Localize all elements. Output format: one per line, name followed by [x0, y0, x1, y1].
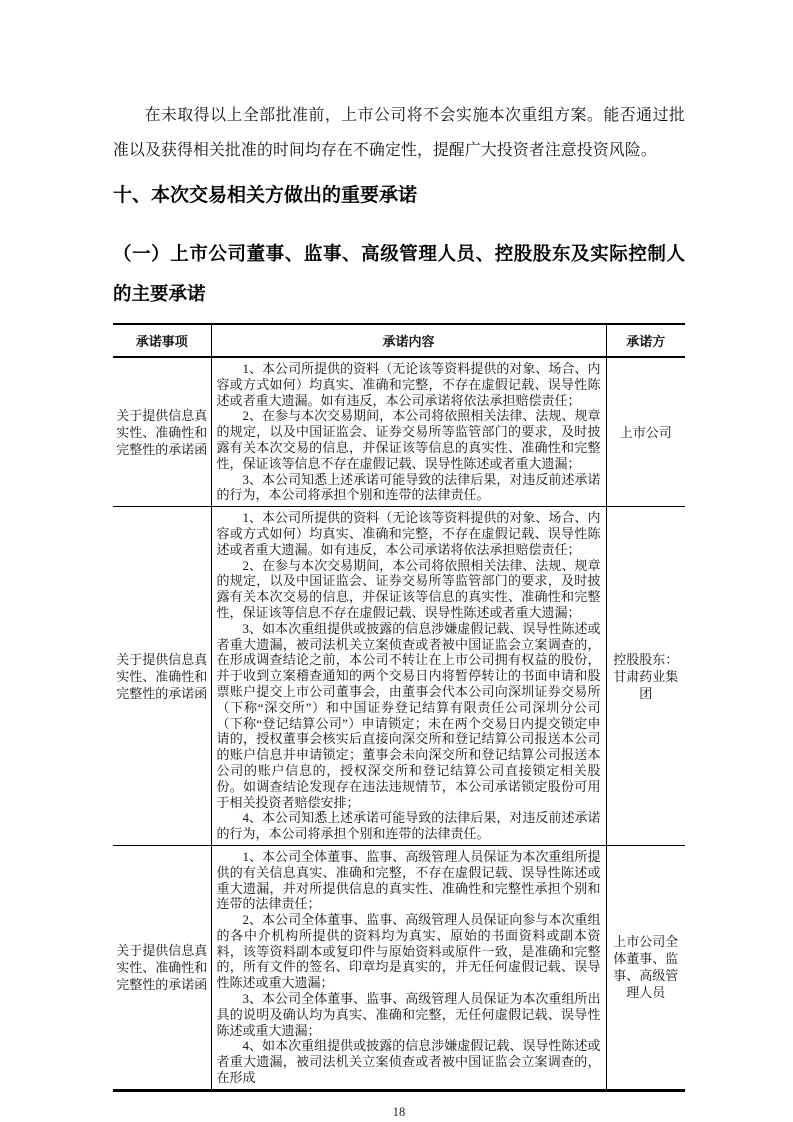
page-number: 18 — [392, 1104, 406, 1119]
table-body — [113, 357, 685, 1090]
commitment-party-cell: 控股股东：甘肃药业集团 — [606, 507, 685, 846]
commitment-paragraph: 3、如本次重组提供或披露的信息涉嫌虚假记载、误导性陈述或者重大遗漏，被司法机关立案侦查或者被中国证监会立案调查的，在形成调查结论之前，本公司不转让在上市公司拥有权益的股份，并于收到立案稽查通知的两个交易日内将暂停转让的书面申请和股票账户提交上市公司董事会，由董事会代本公司向深圳证券交易所（下称“深交所”）和中国证券登记结算有限责任公司深圳分公司（下称“登记结算公司”）申请锁定；未在两个交易日内提交锁定申请的，授权董事会核实后直接向深交所和登记结算公司报送本公司的账户信息并申请锁定；董事会未向深交所和登记结算公司报送本公司的账户信息的，授权深交所和登记结算公司直接锁定相关股份。如调查结论发现存在违法违规情节，本公司承诺锁定股份可用于相关投资者赔偿安排； — [216, 620, 601, 810]
commitment-item-cell: 关于提供信息真实性、准确性和完整性的承诺函 — [113, 357, 211, 507]
column-header-party: 承诺方 — [606, 324, 685, 357]
section-heading: 十、本次交易相关方做出的重要承诺 — [113, 185, 418, 206]
intro-paragraph: 在未取得以上全部批准前，上市公司将不会实施本次重组方案。能否通过批准以及获得相关批准的时间均存在不确定性，提醒广大投资者注意投资风险。 — [113, 107, 685, 159]
commitment-paragraph: 1、本公司所提供的资料（无论该等资料提供的对象、场合、内容或方式如何）均真实、准确和完整，不存在虚假记载、误导性陈述或者重大遗漏。如有违反，本公司承诺将依法承担赔偿责任； — [216, 510, 601, 557]
table-row — [113, 507, 685, 846]
subsection-heading: （一）上市公司董事、监事、高级管理人员、控股股东及实际控制人的主要承诺 — [113, 243, 685, 304]
commitment-party-cell: 上市公司全体董事、监事、高级管理人员 — [606, 845, 685, 1090]
commitment-paragraph: 2、在参与本次交易期间，本公司将依照相关法律、法规、规章的规定，以及中国证监会、证券交易所等监管部门的要求，及时披露有关本次交易的信息，并保证该等信息的真实性、准确性和完整性，保证该等信息不存在虚假记载、误导性陈述或者重大遗漏； — [216, 557, 601, 620]
commitment-party-cell: 上市公司 — [606, 357, 685, 507]
commitment-paragraph: 3、本公司全体董事、监事、高级管理人员保证为本次重组所出具的说明及确认均为真实、准确和完整，无任何虚假记载、误导性陈述或重大遗漏； — [216, 991, 601, 1038]
commitment-content-cell — [211, 357, 606, 507]
commitment-paragraph: 2、在参与本次交易期间，本公司将依照相关法律、法规、规章的规定，以及中国证监会、证券交易所等监管部门的要求，及时披露有关本次交易的信息，并保证该等信息的真实性、准确性和完整性，保证该等信息不存在虚假记载、误导性陈述或者重大遗漏； — [216, 408, 601, 471]
commitment-paragraph: 3、本公司知悉上述承诺可能导致的法律后果，对违反前述承诺的行为，本公司将承担个别和连带的法律责任。 — [216, 471, 601, 503]
column-header-content: 承诺内容 — [211, 324, 606, 357]
commitment-paragraph: 4、本公司知悉上述承诺可能导致的法律后果，对违反前述承诺的行为，本公司将承担个别和连带的法律责任。 — [216, 810, 601, 842]
commitment-content-cell — [211, 845, 606, 1090]
table-row — [113, 845, 685, 1090]
commitment-item-cell: 关于提供信息真实性、准确性和完整性的承诺函 — [113, 845, 211, 1090]
table-row — [113, 357, 685, 507]
table-header-row — [113, 324, 685, 357]
commitment-paragraph: 4、如本次重组提供或披露的信息涉嫌虚假记载、误导性陈述或者重大遗漏，被司法机关立案侦查或者被中国证监会立案调查的，在形成 — [216, 1038, 601, 1086]
commitments-table — [113, 323, 685, 1092]
commitment-paragraph: 1、本公司全体董事、监事、高级管理人员保证为本次重组所提供的有关信息真实、准确和完整，不存在虚假记载、误导性陈述或重大遗漏，并对所提供信息的真实性、准确性和完整性承担个别和连带的法律责任； — [216, 848, 601, 912]
commitment-paragraph: 2、本公司全体董事、监事、高级管理人员保证向参与本次重组的各中介机构所提供的资料均为真实、原始的书面资料或副本资料，该等资料副本或复印件与原始资料或原件一致，是准确和完整的，所有文件的签名、印章均是真实的，并无任何虚假记载、误导性陈述或重大遗漏； — [216, 912, 601, 991]
commitment-paragraph: 1、本公司所提供的资料（无论该等资料提供的对象、场合、内容或方式如何）均真实、准确和完整，不存在虚假记载、误导性陈述或者重大遗漏。如有违反，本公司承诺将依法承担赔偿责任； — [216, 361, 601, 408]
commitment-content-cell — [211, 507, 606, 846]
column-header-item: 承诺事项 — [113, 324, 211, 357]
commitment-item-cell: 关于提供信息真实性、准确性和完整性的承诺函 — [113, 507, 211, 846]
table-header — [113, 324, 685, 357]
